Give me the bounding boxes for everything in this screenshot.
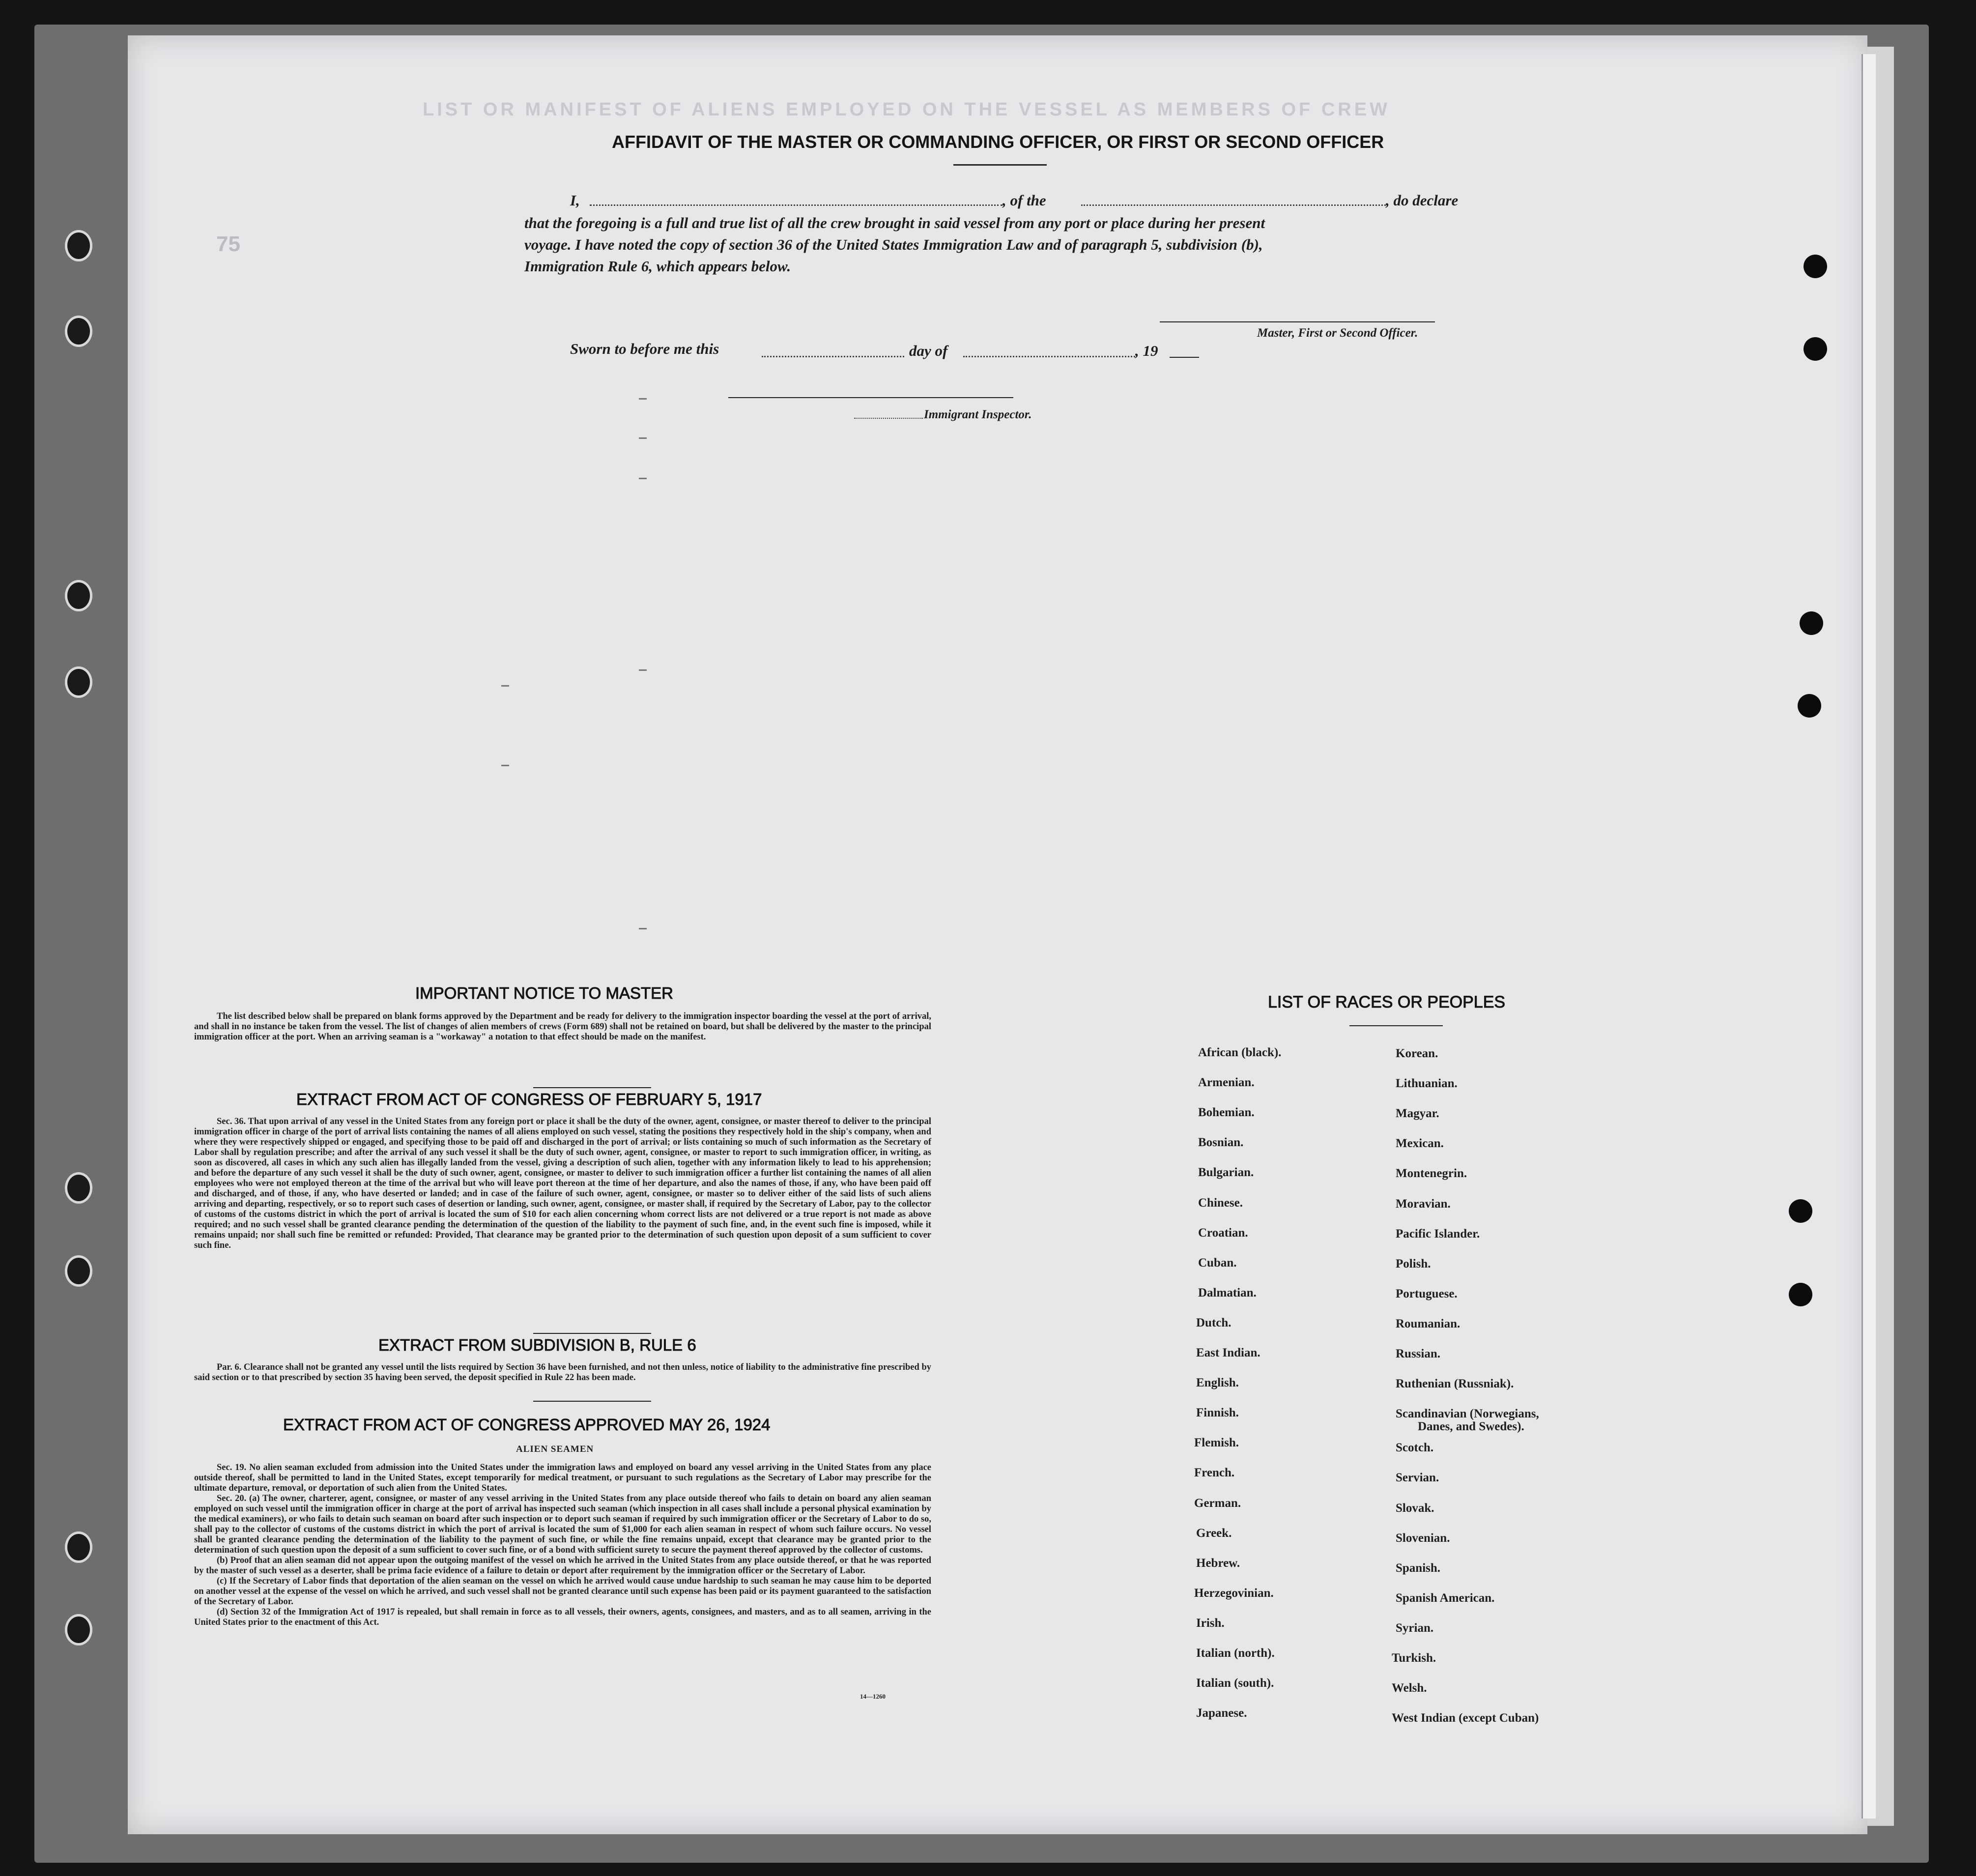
- extract-rule6-text: [194, 1362, 931, 1383]
- binder-hole: [65, 580, 92, 611]
- race-item: Welsh.: [1392, 1681, 1427, 1695]
- race-item: Moravian.: [1396, 1197, 1451, 1211]
- race-item: Polish.: [1396, 1257, 1431, 1270]
- race-item: Spanish.: [1396, 1561, 1441, 1575]
- punch-hole: [1789, 1199, 1812, 1223]
- race-item: Bosnian.: [1198, 1136, 1244, 1150]
- inspector-signature-line: [728, 397, 1013, 398]
- day-blank: [762, 356, 904, 357]
- extract-1917-paragraph: Sec. 36. That upon arrival of any vessel in the United States from any foreign port or place it shall be the duty of the owner, agent, consignee, or master thereof to deliver to the principal immigration officer in charge of the port of arrival lists containing the names of all aliens employed on such vessel, stating the positions they respectively hold in the ship's company, when and where they were respectively shipped or engaged, and specifying those to be paid off and discharged in the port of arrival; or lists containing so much of such information as the Secretary of Labor shall by regulation prescribe; and after the arrival of any such vessel it shall be the duty of such owner, agent, consignee, or master to report to such immigration officer, in writing, as soon as discovered, all cases in which any such alien has illegally landed from the vessel, giving a description of such alien, together with any information likely to lead to his apprehension; and before the departure of any such vessel it shall be the duty of such owner, agent, consignee, or master to deliver to such immigration officer a further list containing the names of all alien employees who were not employed thereon at the time of the arrival but who will leave port thereon at the time of her departure, and also the names of those, if any, who have been paid off and discharged, and of those, if any, who have deserted or landed; and in case of the failure of such owner, agent, consignee, or master so to deliver either of the said lists of such aliens arriving and departing, respectively, or so to report such cases of desertion or landing, such owner, agent, consignee, or master shall, if required by the Secretary of Labor, pay to the collector of customs of the customs district in which the port of arrival is located the sum of $10 for each alien concerning whom correct lists are not delivered or a true report is not made as above required; and no such vessel shall be granted clearance pending the determination of the question of the liability to the payment of such fine, and, in the event such fine is imposed, while it remains unpaid; nor shall such fine be remitted or refunded: Provided, That clearance may be granted prior to the determination of such question upon deposit of a sum sufficient to cover such fine.: [194, 1117, 931, 1250]
- race-item: Slovak.: [1396, 1501, 1434, 1515]
- binder-hole: [65, 230, 92, 261]
- month-blank: [963, 356, 1135, 357]
- binder-hole: [65, 316, 92, 347]
- extract-1924-text: [194, 1463, 931, 1628]
- bleed-mark: [639, 437, 647, 439]
- bleed-through-text: LIST OR MANIFEST OF ALIENS EMPLOYED ON THE VESSEL AS MEMBERS OF CREW: [423, 99, 1390, 120]
- extract-rule6-title: EXTRACT FROM SUBDIVISION B, RULE 6: [378, 1336, 696, 1354]
- race-item: Italian (south).: [1196, 1676, 1274, 1690]
- race-item: Montenegrin.: [1396, 1167, 1467, 1181]
- sec20d-paragraph: (d) Section 32 of the Immigration Act of 1917 is repealed, but shall remain in force as to all vessels, their owners, agents, consignees, and masters, and as to all seamen, arriving in the United States prior to the enactment of this Act.: [194, 1607, 931, 1627]
- bleed-mark: [639, 669, 647, 671]
- punch-hole: [1804, 255, 1827, 278]
- race-item-continuation: Danes, and Swedes).: [1418, 1420, 1524, 1434]
- name-blank: [590, 204, 1002, 206]
- race-item: East Indian.: [1196, 1346, 1260, 1359]
- bleed-through-number: 75: [216, 232, 240, 256]
- master-signature-label: Master, First or Second Officer.: [1257, 326, 1418, 340]
- race-item: Finnish.: [1196, 1406, 1239, 1420]
- race-item: Croatian.: [1198, 1226, 1248, 1240]
- affidavit-body-line: Immigration Rule 6, which appears below.: [524, 258, 791, 275]
- punch-hole: [1798, 694, 1821, 718]
- race-item: African (black).: [1198, 1046, 1282, 1059]
- affidavit-do-declare: , do declare: [1386, 192, 1459, 209]
- race-item: Ruthenian (Russniak).: [1396, 1377, 1514, 1391]
- sec20b-paragraph: (b) Proof that an alien seaman did not appear upon the outgoing manifest of the vessel on which he arrived in the United States from any place outside thereof, or that he was reported by the master of such vessel as a deserter, shall be prima facie evidence of a failure to detain or deport after requirement by the immigration officer or the Secretary of Labor.: [194, 1556, 931, 1576]
- race-item: Armenian.: [1198, 1076, 1255, 1090]
- race-item: Greek.: [1196, 1526, 1232, 1540]
- race-item: Cuban.: [1198, 1256, 1237, 1270]
- race-item: Bulgarian.: [1198, 1166, 1254, 1180]
- race-item: Roumanian.: [1396, 1317, 1461, 1330]
- affidavit-body-line: voyage. I have noted the copy of section 36 of the United States Immigration Law and of paragraph 5, subdivision (b),: [524, 236, 1263, 253]
- race-item: Italian (north).: [1196, 1646, 1275, 1660]
- affidavit-title: AFFIDAVIT OF THE MASTER OR COMMANDING OFFICER, OR FIRST OR SECOND OFFICER: [612, 132, 1384, 152]
- separator: [533, 1333, 651, 1334]
- master-signature-line: [1160, 321, 1435, 322]
- bleed-mark: [501, 765, 509, 766]
- affidavit-body-line: that the foregoing is a full and true list of all the crew brought in said vessel from any port or place during her present: [524, 214, 1265, 231]
- races-underline: [1349, 1025, 1443, 1026]
- affidavit-i: I,: [570, 192, 580, 209]
- year-prefix: , 19: [1135, 342, 1158, 359]
- race-item: Magyar.: [1396, 1107, 1439, 1121]
- binder-hole: [65, 1614, 92, 1645]
- binder-hole: [65, 1255, 92, 1287]
- race-item: Scandinavian (Norwegians,: [1396, 1407, 1539, 1421]
- sec20a-paragraph: Sec. 20. (a) The owner, charterer, agent, consignee, or master of any vessel arriving in the United States from any place outside thereof who fails to detain on board any alien seaman employed on such vessel until the immigration officer in charge at the port of arrival has inspected such seaman (which inspection in all cases shall include a personal physical examination by the medical examiners), or who fails to detain such seaman on board after such inspection or to deport such seaman if required by such immigration officer or the Secretary of Labor to do so, shall pay to the collector of customs of the customs district in which the port of arrival is located the sum of $1,000 for each alien seaman in respect of whom such failure occurs. No vessel shall be granted clearance pending the determination of the liability to the payment of such fine, or while the fine remains unpaid, except that clearance may be granted prior to the determination of such question upon the deposit of a sum sufficient to cover such fine, or of a bond with sufficient surety to secure the payment thereof approved by the collector of customs.: [194, 1494, 931, 1555]
- bleed-mark: [639, 478, 647, 479]
- binder-hole: [65, 1172, 92, 1204]
- race-item: Dalmatian.: [1198, 1286, 1257, 1299]
- races-title: LIST OF RACES OR PEOPLES: [1268, 993, 1506, 1011]
- race-item: Korean.: [1396, 1047, 1438, 1060]
- race-item: Syrian.: [1396, 1621, 1434, 1635]
- punch-hole: [1789, 1283, 1812, 1306]
- stacked-page-edge: [1861, 54, 1876, 1818]
- day-of-text: day of: [909, 342, 948, 359]
- extract-1917-title: EXTRACT FROM ACT OF CONGRESS OF FEBRUARY 5, 1917: [296, 1090, 762, 1108]
- race-item: Herzegovinian.: [1194, 1586, 1274, 1600]
- notice-text: [194, 1011, 931, 1042]
- race-item: Hebrew.: [1196, 1556, 1240, 1570]
- sec19-paragraph: Sec. 19. No alien seaman excluded from admission into the United States under the immigration laws and employed on board any vessel arriving in the United States from any place outside thereof, shall be permitted to land in the United States, except temporarily for medical treatment, or pursuant to such regulations as the Secretary of Labor may prescribe for the ultimate departure, removal, or deportation of such alien from the United States.: [194, 1463, 931, 1493]
- separator: [533, 1401, 651, 1402]
- race-item: Servian.: [1396, 1471, 1439, 1485]
- race-item: English.: [1196, 1376, 1239, 1390]
- inspector-blank: [854, 418, 923, 419]
- binder-hole: [65, 666, 92, 698]
- year-blank: [1170, 357, 1199, 358]
- notice-paragraph: The list described below shall be prepared on blank forms approved by the Department and be ready for delivery to the immigration inspector boarding the vessel at the port of arrival, and shall in no instance be taken from the vessel. The list of changes of alien members of crews (Form 689) shall not be retained on board, but shall be delivered by the master to the principal immigration officer at the port. When an arriving seaman is a "workaway" a notation to that effect should be made on the manifest.: [194, 1011, 931, 1042]
- separator: [533, 1087, 651, 1088]
- race-item: Spanish American.: [1396, 1591, 1495, 1605]
- extract-1917-text: [194, 1117, 931, 1251]
- bleed-mark: [639, 398, 647, 400]
- sec20c-paragraph: (c) If the Secretary of Labor finds that deportation of the alien seaman on the vessel on which he arrived would cause undue hardship to such seaman he may cause him to be deported on another vessel at the expense of the vessel on which he arrived, and such vessel shall not be granted clearance until such expense has been paid or its payment guaranteed to the satisfaction of the Secretary of Labor.: [194, 1576, 931, 1607]
- inspector-label: Immigrant Inspector.: [924, 408, 1032, 421]
- race-item: Irish.: [1196, 1616, 1225, 1630]
- bleed-mark: [501, 685, 509, 687]
- race-item: Flemish.: [1194, 1436, 1239, 1450]
- race-item: French.: [1194, 1466, 1235, 1480]
- bleed-mark: [639, 928, 647, 929]
- punch-hole: [1800, 611, 1823, 635]
- race-item: Dutch.: [1196, 1316, 1231, 1329]
- race-item: Russian.: [1396, 1347, 1441, 1360]
- binder-hole: [65, 1531, 92, 1563]
- race-item: West Indian (except Cuban): [1392, 1711, 1539, 1725]
- race-item: Bohemian.: [1198, 1106, 1255, 1120]
- race-item: Scotch.: [1396, 1441, 1434, 1455]
- race-item: Pacific Islander.: [1396, 1227, 1480, 1241]
- race-item: Lithuanian.: [1396, 1077, 1458, 1091]
- document-page: [128, 35, 1867, 1834]
- sworn-text: Sworn to before me this: [570, 340, 719, 357]
- form-number: 14—1260: [860, 1693, 886, 1700]
- extract-rule6-paragraph: Par. 6. Clearance shall not be granted any vessel until the lists required by Section 36 have been furnished, and not then unless, notice of liability to the administrative fine prescribed by said section or to that prescribed by section 35 having been served, the deposit specified in Rule 22 has been made.: [194, 1362, 931, 1383]
- race-item: Slovenian.: [1396, 1531, 1450, 1545]
- race-item: German.: [1194, 1496, 1241, 1510]
- extract-1924-title: EXTRACT FROM ACT OF CONGRESS APPROVED MAY 26, 1924: [283, 1415, 771, 1434]
- notice-title: IMPORTANT NOTICE TO MASTER: [415, 984, 674, 1002]
- race-item: Japanese.: [1196, 1706, 1247, 1720]
- race-item: Turkish.: [1392, 1651, 1436, 1665]
- race-item: Chinese.: [1198, 1196, 1243, 1210]
- vessel-blank: [1081, 204, 1386, 206]
- race-item: Portuguese.: [1396, 1287, 1458, 1300]
- punch-hole: [1804, 337, 1827, 361]
- race-item: Mexican.: [1396, 1137, 1444, 1151]
- alien-seamen-subtitle: ALIEN SEAMEN: [516, 1444, 594, 1454]
- affidavit-of-the: , of the: [1002, 192, 1046, 209]
- title-underline: [953, 164, 1047, 166]
